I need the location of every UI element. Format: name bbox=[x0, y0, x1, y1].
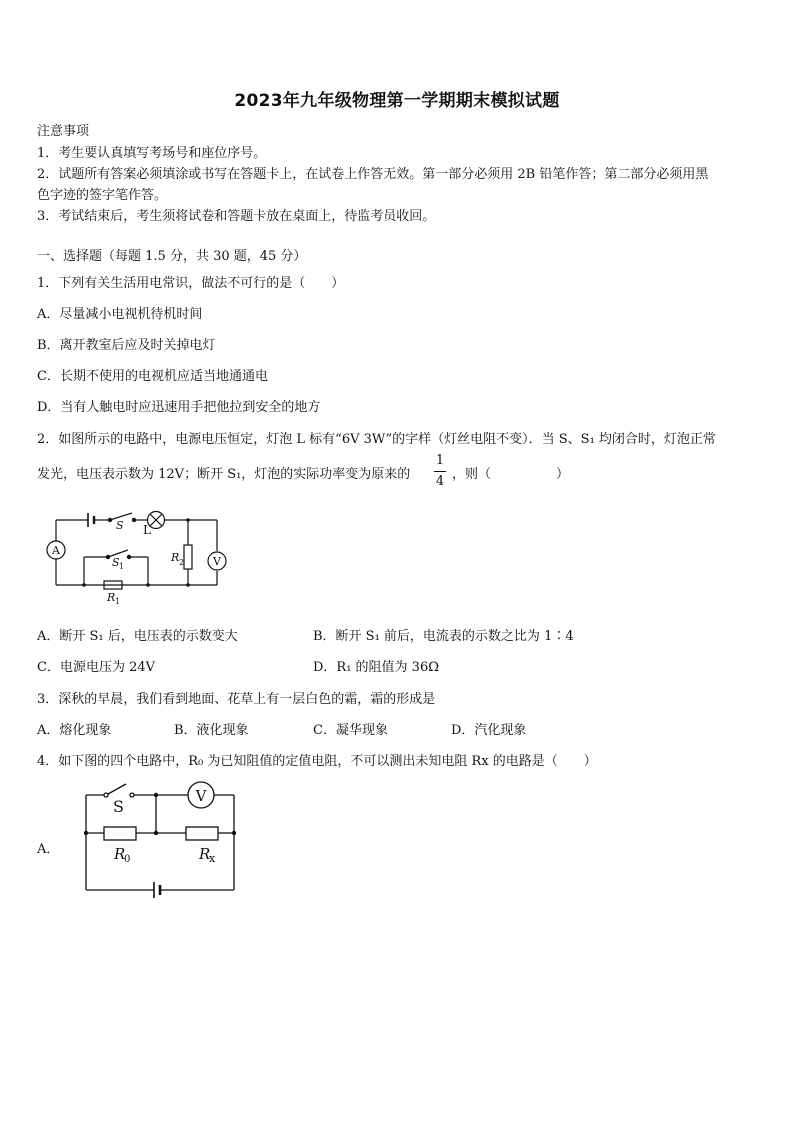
switch-s-label: S bbox=[113, 797, 124, 816]
q2-option-b: B．断开 S₁ 前后，电流表的示数之比为 1∶4 bbox=[313, 629, 574, 644]
q1-option-a: A．尽量减小电视机待机时间 bbox=[37, 307, 203, 322]
voltmeter-label: V bbox=[195, 787, 207, 805]
page-title: 2023年九年级物理第一学期期末模拟试题 bbox=[234, 91, 560, 111]
q3-stem: 3．深秋的早晨，我们看到地面、花草上有一层白色的霜，霜的形成是 bbox=[37, 692, 436, 707]
rx-label: R bbox=[199, 845, 211, 863]
q2-option-a: A．断开 S₁ 后，电压表的示数变大 bbox=[37, 629, 238, 644]
notice-item-2-cont: 色字迹的签字笔作答。 bbox=[37, 188, 168, 203]
q3-option-d: D．汽化现象 bbox=[451, 723, 527, 738]
notice-heading: 注意事项 bbox=[37, 124, 90, 139]
q2-stem-line2: 发光，电压表示数为 12V；断开 S₁，灯泡的实际功率变为原来的 bbox=[37, 467, 411, 482]
fraction-denominator: 4 bbox=[435, 474, 445, 489]
q1-option-d: D．当有人触电时应迅速用手把他拉到安全的地方 bbox=[37, 400, 321, 415]
rx-subscript: x bbox=[209, 852, 216, 865]
switch-s-label: S bbox=[116, 519, 124, 532]
switch-s1-label: S bbox=[112, 556, 120, 569]
lamp-label: L bbox=[143, 523, 151, 537]
voltmeter-label: V bbox=[213, 555, 221, 568]
q2-stem-line1: 2．如图所示的电路中，电源电压恒定，灯泡 L 标有“6V 3W”的字样（灯丝电阻不变）．当 S、S₁ 均闭合时，灯泡正常 bbox=[37, 432, 716, 447]
q1-stem: 1．下列有关生活用电常识，做法不可行的是（ ） bbox=[37, 276, 345, 291]
q4-option-a-label: A． bbox=[37, 842, 60, 857]
q2-stem-line2-end: ，则（ ） bbox=[452, 467, 570, 482]
section-heading: 一、选择题（每题 1.5 分，共 30 题，45 分） bbox=[37, 249, 307, 264]
switch-s1-subscript: 1 bbox=[119, 562, 125, 571]
r1-label: R bbox=[107, 591, 116, 604]
ammeter-label: A bbox=[52, 544, 60, 557]
r0-subscript: 0 bbox=[124, 854, 131, 865]
q1-option-b: B．离开教室后应及时关掉电灯 bbox=[37, 338, 216, 353]
notice-item-3: 3．考试结束后，考生须将试卷和答题卡放在桌面上，待监考员收回。 bbox=[37, 209, 436, 224]
r0-label: R bbox=[114, 845, 126, 863]
r2-label: R bbox=[171, 551, 180, 564]
q4-stem: 4．如下图的四个电路中，R₀ 为已知阻值的定值电阻，不可以测出未知电阻 Rx 的电路是（ ） bbox=[37, 754, 597, 769]
notice-item-2: 2．试题所有答案必须填涂或书写在答题卡上，在试卷上作答无效。第一部分必须用 2B 铅笔作答；第二部分必须用黑 bbox=[37, 167, 709, 182]
notice-item-1: 1．考生要认真填写考场号和座位序号。 bbox=[37, 146, 267, 161]
fraction-numerator: 1 bbox=[435, 453, 445, 468]
r1-subscript: 1 bbox=[115, 597, 121, 606]
q3-option-b: B．液化现象 bbox=[174, 723, 249, 738]
r2-subscript: 2 bbox=[179, 558, 185, 567]
q3-option-a: A．熔化现象 bbox=[37, 723, 112, 738]
q2-option-c: C．电源电压为 24V bbox=[37, 660, 156, 675]
q2-option-d: D．R₁ 的阻值为 36Ω bbox=[313, 660, 440, 675]
q3-option-c: C．凝华现象 bbox=[313, 723, 388, 738]
q1-option-c: C．长期不使用的电视机应适当地通通电 bbox=[37, 369, 268, 384]
